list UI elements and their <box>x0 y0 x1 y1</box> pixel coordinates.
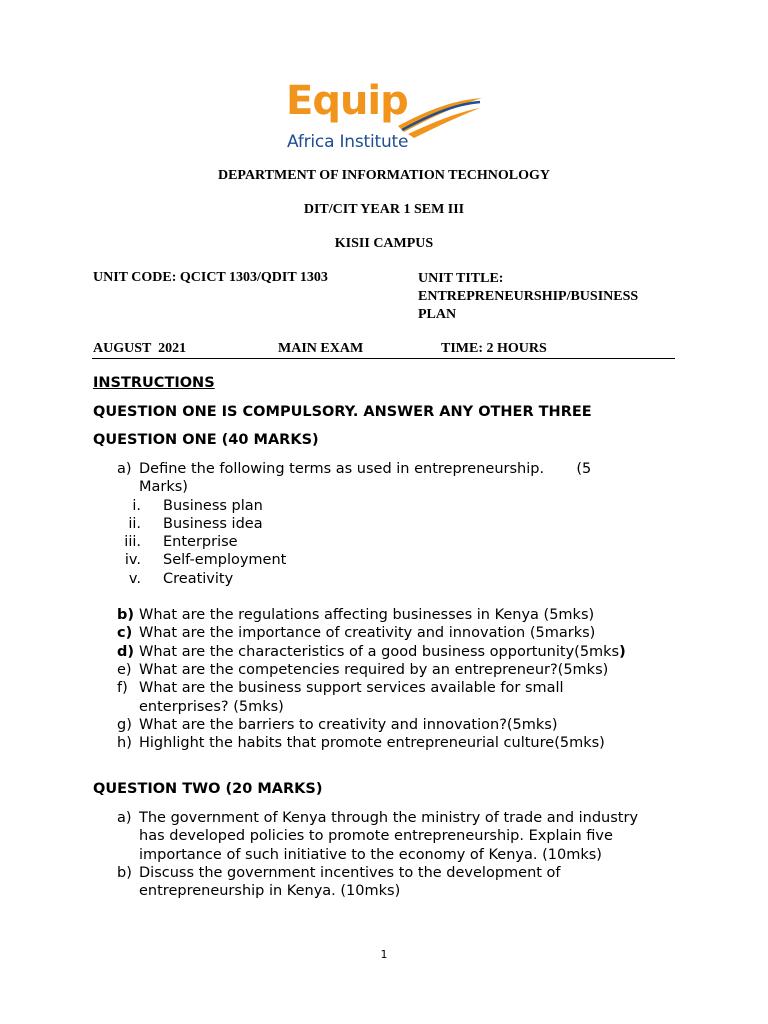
item-marker: b) <box>117 864 132 881</box>
course-title: DIT/CIT YEAR 1 SEM III <box>303 202 465 217</box>
item-marker: a) <box>117 461 132 477</box>
list-item <box>93 606 683 624</box>
item-text: entrepreneurship in Kenya. (10mks) <box>139 883 401 900</box>
question-two-heading: QUESTION TWO (20 MARKS) <box>93 781 323 797</box>
term-number: ii. <box>128 515 141 532</box>
item-text: What are the importance of creativity and innovation (5marks) <box>139 625 596 642</box>
term-text: Business plan <box>163 497 263 514</box>
term-number: iv. <box>124 552 141 569</box>
term-item <box>93 497 683 515</box>
unit-title-label: UNIT TITLE: <box>418 271 504 286</box>
term-item <box>93 570 683 588</box>
item-text: enterprises? (5mks) <box>139 698 284 715</box>
unit-title-line2: ENTREPRENEURSHIP/BUSINESS <box>418 289 639 304</box>
question-two-list <box>93 809 683 900</box>
item-text-close: ) <box>619 643 626 660</box>
header-divider <box>92 358 675 359</box>
item-marker: b) <box>117 607 135 624</box>
term-text: Enterprise <box>163 534 238 551</box>
page-number: 1 <box>380 948 388 961</box>
logo-word: Equip <box>286 78 408 124</box>
item-text: Marks) <box>139 479 188 496</box>
item-marker: f) <box>117 680 128 697</box>
exam-date: AUGUST 2021 <box>93 341 187 356</box>
logo-subtitle: Africa Institute <box>287 132 409 152</box>
item-text: Define the following terms as used in entrepreneurship. (5 <box>139 461 592 477</box>
list-item <box>93 624 683 642</box>
term-number: i. <box>132 497 141 514</box>
instruction-text: QUESTION ONE IS COMPULSORY. ANSWER ANY OTHER THREE <box>93 404 592 420</box>
list-item <box>93 809 683 864</box>
item-text: has developed policies to promote entrepreneurship. Explain five <box>139 828 613 845</box>
term-number: v. <box>128 570 141 587</box>
item-text: Highlight the habits that promote entrepreneurial culture(5mks) <box>139 735 605 752</box>
term-item <box>93 515 683 533</box>
item-text: Discuss the government incentives to the development of <box>139 864 561 881</box>
term-text: Business idea <box>163 515 263 532</box>
institute-logo <box>284 78 484 156</box>
campus-title: KISII CAMPUS <box>334 236 434 251</box>
question-one-list <box>93 460 683 752</box>
term-item <box>93 533 683 551</box>
item-text: What are the business support services available for small <box>139 680 564 697</box>
term-number: iii. <box>124 534 141 551</box>
instructions-heading: INSTRUCTIONS <box>93 375 215 391</box>
unit-code: UNIT CODE: QCICT 1303/QDIT 1303 <box>93 270 328 285</box>
logo-swoosh-icon <box>394 90 484 138</box>
department-title: DEPARTMENT OF INFORMATION TECHNOLOGY <box>217 168 551 183</box>
item-marker: e) <box>117 661 132 678</box>
term-text: Creativity <box>163 570 234 587</box>
list-item <box>93 460 683 497</box>
list-item <box>93 643 683 661</box>
exam-time: TIME: 2 HOURS <box>441 341 547 356</box>
term-item <box>93 551 683 569</box>
list-item <box>93 864 683 901</box>
item-marker: c) <box>117 625 133 642</box>
unit-title-line3: PLAN <box>418 307 457 322</box>
item-text: What are the competencies required by an entrepreneur?(5mks) <box>139 661 609 678</box>
list-item <box>93 734 683 752</box>
item-marker: a) <box>117 810 132 826</box>
item-marker: d) <box>117 643 135 660</box>
item-marker: h) <box>117 735 132 752</box>
item-text: What are the characteristics of a good business opportunity(5mks <box>139 643 620 660</box>
item-text: importance of such initiative to the economy of Kenya. (10mks) <box>139 846 602 863</box>
term-text: Self-employment <box>163 552 287 569</box>
list-item <box>93 716 683 734</box>
unit-title <box>418 270 638 324</box>
exam-type: MAIN EXAM <box>278 341 364 356</box>
list-item <box>93 679 683 716</box>
item-text: What are the barriers to creativity and innovation?(5mks) <box>139 716 558 733</box>
item-text: What are the regulations affecting businesses in Kenya (5mks) <box>139 607 595 624</box>
item-text: The government of Kenya through the ministry of trade and industry <box>139 810 639 826</box>
item-marker: g) <box>117 716 132 733</box>
list-item <box>93 661 683 679</box>
question-one-heading: QUESTION ONE (40 MARKS) <box>93 432 319 448</box>
